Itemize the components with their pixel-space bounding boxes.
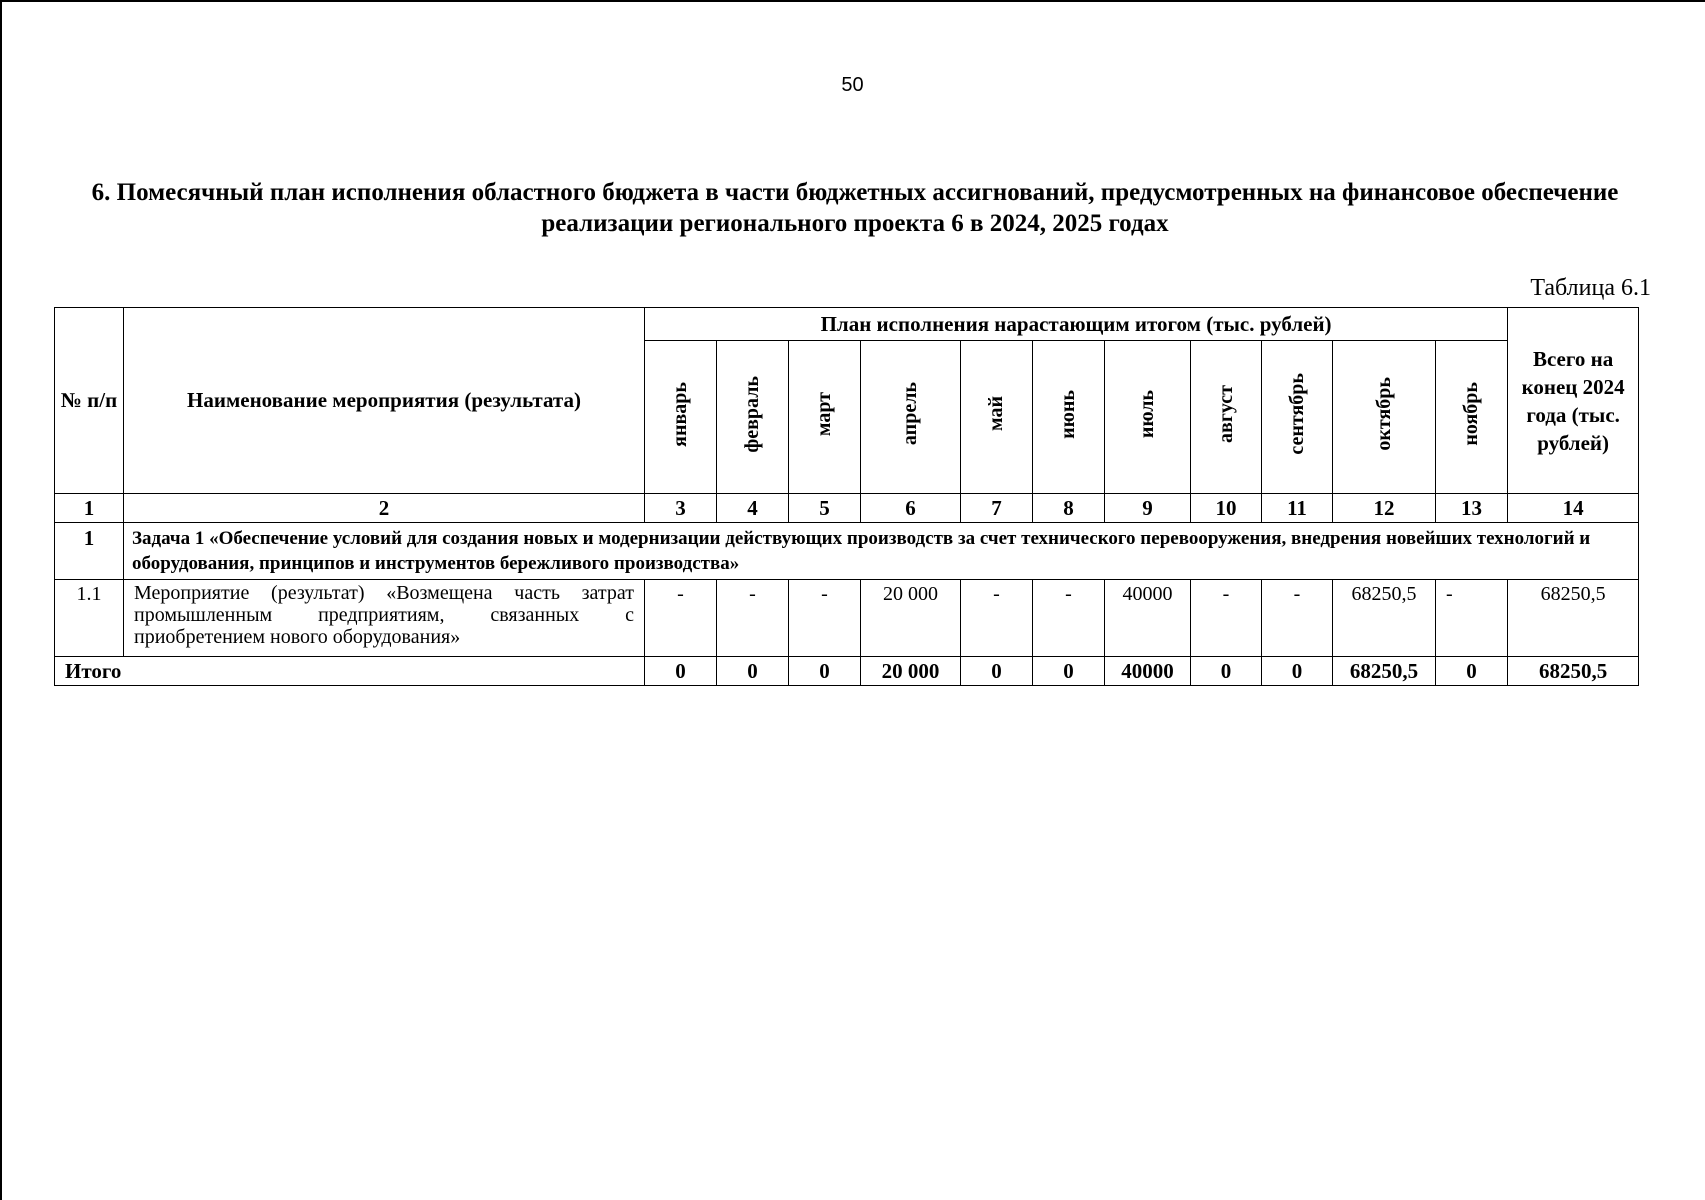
header-month: январь [645,341,717,494]
document-title: 6. Помесячный план исполнения областного бюджета в части бюджетных ассигнований, предусмотренных на финансовое обеспечение реализации регионального проекта 6 в 2024, 2025 годах [91,179,1619,237]
column-number: 6 [861,494,961,523]
header-month: август [1191,341,1262,494]
column-number: 9 [1105,494,1191,523]
column-number: 11 [1262,494,1333,523]
event-value: - [645,580,717,657]
column-number: 12 [1333,494,1436,523]
task-number: 1 [55,523,124,580]
task-text: Задача 1 «Обеспечение условий для создания новых и модернизации действующих производств за счет технического перевооружения, внедрения новейших технологий и оборудования, принципов и инструментов бережливого производства» [124,523,1639,580]
event-value: - [717,580,789,657]
header-month: февраль [717,341,789,494]
event-value: - [789,580,861,657]
header-month: март [789,341,861,494]
total-value: 40000 [1105,657,1191,686]
total-sum: 68250,5 [1508,657,1639,686]
column-number: 1 [55,494,124,523]
total-value: 0 [1436,657,1508,686]
event-value: 40000 [1105,580,1191,657]
column-number: 3 [645,494,717,523]
page-number: 50 [841,74,864,96]
page-top-border [0,0,1705,2]
page-left-border [0,0,2,1200]
column-number-row [55,494,1639,523]
header-month: октябрь [1333,341,1436,494]
header-month: сентябрь [1262,341,1333,494]
header-month: май [961,341,1033,494]
column-number: 10 [1191,494,1262,523]
total-value: 68250,5 [1333,657,1436,686]
column-number: 14 [1508,494,1639,523]
task-row [55,523,1639,580]
event-value: - [1191,580,1262,657]
total-value: 0 [1191,657,1262,686]
table-caption: Таблица 6.1 [1530,275,1651,301]
total-value: 20 000 [861,657,961,686]
total-value: 0 [789,657,861,686]
total-value: 0 [1262,657,1333,686]
total-value: 0 [1033,657,1105,686]
column-number: 8 [1033,494,1105,523]
event-value: 20 000 [861,580,961,657]
total-value: 0 [717,657,789,686]
header-row-1 [55,308,1639,341]
header-month: апрель [861,341,961,494]
header-month: июнь [1033,341,1105,494]
event-number: 1.1 [55,580,124,657]
event-value: 68250,5 [1333,580,1436,657]
event-total: 68250,5 [1508,580,1639,657]
total-row [55,657,1639,686]
event-text: Мероприятие (результат) «Возмещена часть затрат промышленным предприятиям, связанных с приобретением нового оборудования» [124,580,645,657]
column-number: 5 [789,494,861,523]
total-value: 0 [961,657,1033,686]
header-plan: План исполнения нарастающим итогом (тыс. рублей) [645,308,1508,341]
column-number: 4 [717,494,789,523]
event-value: - [1436,580,1508,657]
column-number: 2 [124,494,645,523]
event-value: - [961,580,1033,657]
event-value: - [1033,580,1105,657]
header-month: ноябрь [1436,341,1508,494]
column-number: 13 [1436,494,1508,523]
column-number: 7 [961,494,1033,523]
event-value: - [1262,580,1333,657]
header-month: июль [1105,341,1191,494]
event-row [55,580,1639,657]
header-name: Наименование мероприятия (результата) [124,308,645,494]
header-total: Всего на конец 2024 года (тыс. рублей) [1508,308,1639,494]
header-num: № п/п [55,308,124,494]
total-value: 0 [645,657,717,686]
total-label: Итого [55,657,645,686]
budget-plan-table [54,307,1639,686]
